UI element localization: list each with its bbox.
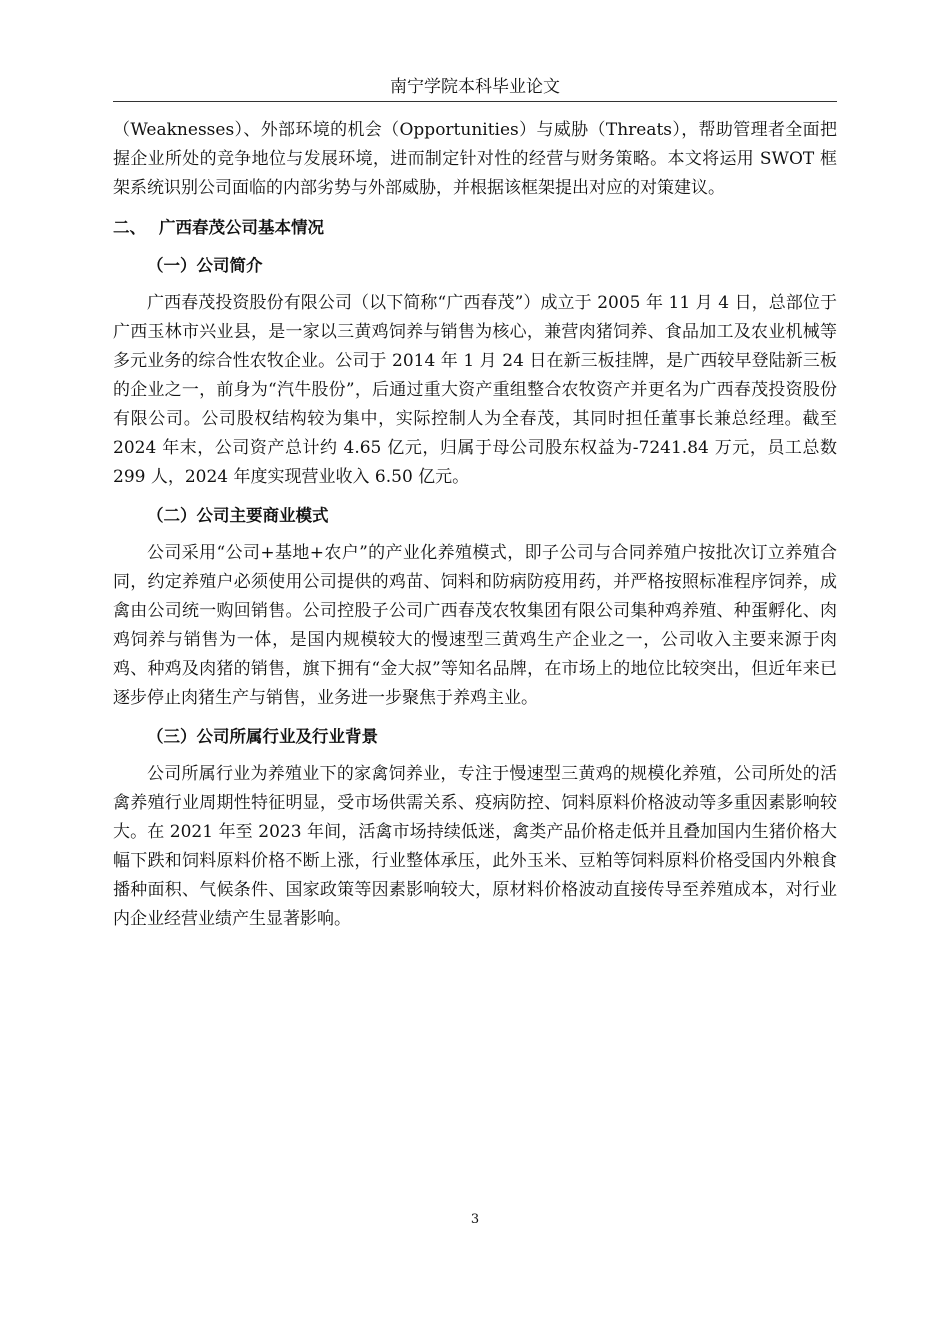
paragraph-swot-intro: （Weaknesses）、外部环境的机会（Opportunities）与威胁（Threats），帮助管理者全面把握企业所处的竞争地位与发展环境，进而制定针对性的经营与财务策略。本文将运用 SWOT 框架系统识别公司面临的内部劣势与外部威胁，并根据该框架提出对应的对策建议。: [113, 120, 837, 198]
section-heading: [113, 213, 837, 242]
subsection-heading-business-model: （二）公司主要商业模式: [147, 506, 329, 525]
paragraph-company-profile: 广西春茂投资股份有限公司（以下简称“广西春茂”）成立于 2005 年 11 月 4 日，总部位于广西玉林市兴业县，是一家以三黄鸡饲养与销售为核心，兼营肉猪饲养、食品加工及农业机械等多元业务的综合性农牧企业。公司于 2014 年 1 月 24 日在新三板挂牌，是广西较早登陆新三板的企业之一，前身为“汽牛股份”，后通过重大资产重组整合农牧资产并更名为广西春茂投资股份有限公司。公司股权结构较为集中，实际控制人为全春茂，其同时担任董事长兼总经理。截至 2024 年末，公司资产总计约 4.65 亿元，归属于母公司股东权益为-7241.84 万元，员工总数 299 人，2024 年度实现营业收入 6.50 亿元。: [113, 293, 837, 487]
page-header: 南宁学院本科毕业论文: [390, 77, 560, 97]
subsection-heading-industry: （三）公司所属行业及行业背景: [147, 727, 378, 746]
header-divider: [113, 101, 837, 102]
section-title: 广西春茂公司基本情况: [159, 218, 324, 237]
subsection-heading-profile: （一）公司简介: [147, 256, 263, 275]
document-body: [113, 116, 837, 934]
paragraph-business-model: 公司采用“公司+基地+农户”的产业化养殖模式，即子公司与合同养殖户按批次订立养殖合同，约定养殖户必须使用公司提供的鸡苗、饲料和防病防疫用药，并严格按照标准程序饲养，成禽由公司统一购回销售。公司控股子公司广西春茂农牧集团有限公司集种鸡养殖、种蛋孵化、肉鸡饲养与销售为一体，是国内规模较大的慢速型三黄鸡生产企业之一，公司收入主要来源于肉鸡、种鸡及肉猪的销售，旗下拥有“金大叔”等知名品牌，在市场上的地位比较突出，但近年来已逐步停止肉猪生产与销售，业务进一步聚焦于养鸡主业。: [113, 543, 837, 708]
paragraph-industry-background: 公司所属行业为养殖业下的家禽饲养业，专注于慢速型三黄鸡的规模化养殖，公司所处的活禽养殖行业周期性特征明显，受市场供需关系、疫病防控、饲料原料价格波动等多重因素影响较大。在 2021 年至 2023 年间，活禽市场持续低迷，禽类产品价格走低并且叠加国内生猪价格大幅下跌和饲料原料价格不断上涨，行业整体承压，此外玉米、豆粕等饲料原料价格受国内外粮食播种面积、气候条件、国家政策等因素影响较大，原材料价格波动直接传导至养殖成本，对行业内企业经营业绩产生显著影响。: [113, 764, 837, 929]
page-number: 3: [470, 1212, 480, 1227]
section-number: 二、: [113, 218, 146, 237]
